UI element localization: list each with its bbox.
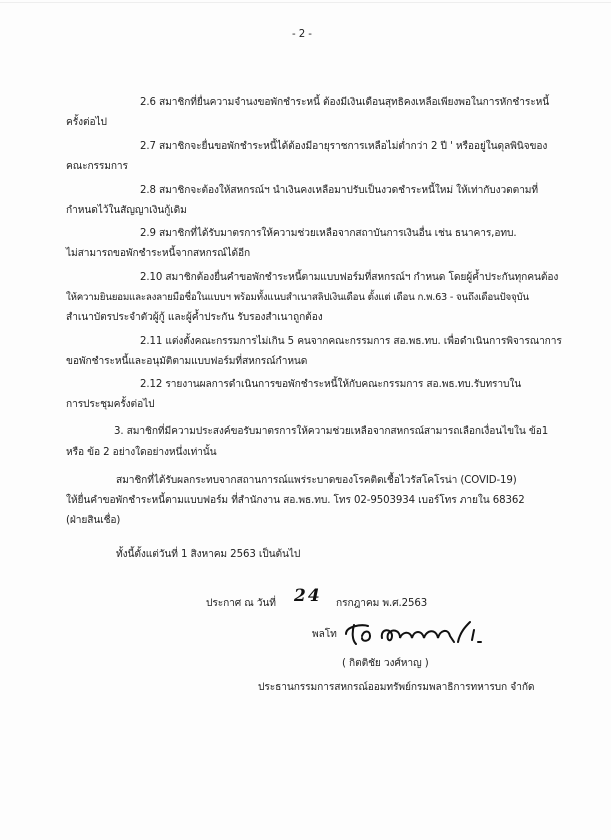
- item-3-line1: 3. สมาชิกที่มีความประสงค์ขอรับมาตรการให้ความช่วยเหลือจากสหกรณ์สามารถเลือกเงื่อนไขใน ข้อ1: [114, 426, 549, 437]
- item-2-12-line1: 2.12 รายงานผลการดำเนินการขอพักชำระหนี้ให้กับคณะกรรมการ สอ.พธ.ทบ.รับทราบใน: [140, 379, 522, 390]
- covid-line2: ให้ยื่นคำขอพักชำระหนี้ตามแบบฟอร์ม ที่สำนักงาน สอ.พธ.ทบ. โทร 02-9503934 เบอร์โทร ภายใน 68362: [66, 495, 525, 506]
- covid-line3: (ฝ่ายสินเชื่อ): [66, 515, 121, 526]
- item-2-8-line2: กำหนดไว้ในสัญญาเงินกู้เดิม: [66, 205, 187, 216]
- item-2-7-line1: 2.7 สมาชิกจะยื่นขอพักชำระหนี้ได้ต้องมีอายุราชการเหลือไม่ต่ำกว่า 2 ปี ' หรืออยู่ในดุลพินิจของ: [140, 141, 548, 152]
- signature-rank: พลโท: [312, 629, 337, 640]
- announce-suffix: กรกฎาคม พ.ศ.2563: [336, 598, 428, 609]
- item-2-9-line2: ไม่สามารถขอพักชำระหนี้จากสหกรณ์ได้อีก: [66, 248, 251, 259]
- item-2-12-line2: การประชุมครั้งต่อไป: [66, 399, 155, 410]
- item-2-10-line1: 2.10 สมาชิกต้องยื่นคำขอพักชำระหนี้ตามแบบฟอร์มที่สหกรณ์ฯ กำหนด โดยผู้ค้ำประกันทุกคนต้อง: [140, 272, 559, 283]
- announce-prefix: ประกาศ ณ วันที่: [206, 598, 276, 609]
- signature-position: ประธานกรรมการสหกรณ์ออมทรัพย์กรมพลาธิการทหารบก จำกัด: [258, 682, 535, 693]
- item-2-11-line2: ขอพักชำระหนี้และอนุมัติตามแบบฟอร์มที่สหกรณ์กำหนด: [66, 356, 308, 367]
- signature-name: ( กิตติชัย วงศ์หาญ ): [342, 658, 429, 669]
- effective-date: ทั้งนี้ตั้งแต่วันที่ 1 สิงหาคม 2563 เป็นต้นไป: [116, 549, 301, 560]
- item-3-line2: หรือ ข้อ 2 อย่างใดอย่างหนึ่งเท่านั้น: [66, 447, 217, 458]
- item-2-11-line1: 2.11 แต่งตั้งคณะกรรมการไม่เกิน 5 คนจากคณะกรรมการ สอ.พธ.ทบ. เพื่อดำเนินการพิจารณาการ: [140, 336, 562, 347]
- page-number: - 2 -: [292, 29, 312, 40]
- item-2-6-line1: 2.6 สมาชิกที่ยื่นความจำนงขอพักชำระหนี้ ต้องมีเงินเดือนสุทธิคงเหลือเพียงพอในการหักชำระหนี้: [140, 97, 550, 108]
- item-2-10-line3: สำเนาบัตรประจำตัวผู้กู้ และผู้ค้ำประกัน รับรองสำเนาถูกต้อง: [66, 312, 323, 323]
- announce-day: 24: [294, 586, 322, 606]
- item-2-10-line2: ให้ความยินยอมและลงลายมือชื่อในแบบฯ พร้อมทั้งแนบสำเนาสลิปเงินเดือน ตั้งแต่ เดือน ก.พ.63 - จนถึงเดือนปัจจุบัน: [66, 292, 529, 303]
- item-2-7-line2: คณะกรรมการ: [66, 161, 128, 172]
- item-2-6-line2: ครั้งต่อไป: [66, 117, 107, 128]
- item-2-9-line1: 2.9 สมาชิกที่ได้รับมาตรการให้ความช่วยเหลือจากสถาบันการเงินอื่น เช่น ธนาคาร,อทบ.: [140, 228, 517, 239]
- handwritten-signature: [340, 612, 490, 652]
- item-2-8-line1: 2.8 สมาชิกจะต้องให้สหกรณ์ฯ นำเงินคงเหลือมาปรับเป็นงวดชำระหนี้ใหม่ ให้เท่ากับงวดตามที่: [140, 185, 539, 196]
- covid-line1: สมาชิกที่ได้รับผลกระทบจากสถานการณ์แพร่ระบาดของโรคติดเชื้อไวรัสโคโรน่า (COVID-19): [116, 475, 517, 486]
